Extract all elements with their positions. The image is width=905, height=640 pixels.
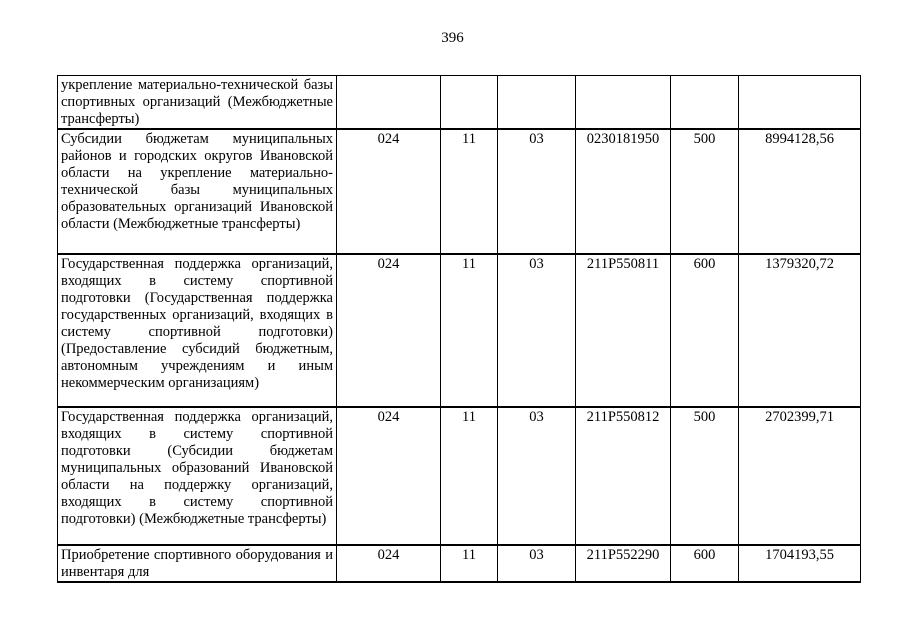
table-cell-target-code: 211P550811: [576, 254, 671, 407]
table-cell-description: Государственная поддержка организаций, входящих в систему спортивной подготовки (Субсидии бюджетам муниципальных образований Ивановской области на поддержку организаций, входящих в систему спортивной подготовки) (Межбюджетные трансферты): [58, 407, 337, 545]
table-cell-section: 11: [441, 129, 498, 254]
table-cell-target-code: 0230181950: [576, 129, 671, 254]
table-cell-target-code: 211P552290: [576, 545, 671, 582]
table-cell-subsection: 03: [498, 407, 576, 545]
table-cell-section: 11: [441, 407, 498, 545]
table-cell-expense-type: 500: [671, 129, 739, 254]
table-cell-amount: 1704193,55: [739, 545, 861, 582]
table-cell-grbs: 024: [337, 407, 441, 545]
table-cell-target-code: [576, 76, 671, 130]
table-row: [58, 129, 861, 254]
table-row: [58, 545, 861, 582]
table-cell-grbs: [337, 76, 441, 130]
table-row: [58, 254, 861, 407]
table-cell-expense-type: 600: [671, 545, 739, 582]
table-cell-subsection: 03: [498, 254, 576, 407]
table-cell-grbs: 024: [337, 129, 441, 254]
table-cell-grbs: 024: [337, 545, 441, 582]
table-cell-subsection: [498, 76, 576, 130]
table-row: [58, 407, 861, 545]
table-cell-amount: 1379320,72: [739, 254, 861, 407]
table-cell-description: Государственная поддержка организаций, входящих в систему спортивной подготовки (Государственная поддержка государственных организаций, входящих в систему спортивной подготовки) (Предоставление субсидий бюджетным, автономным учреждениям и иным некоммерческим организациям): [58, 254, 337, 407]
table-cell-amount: 8994128,56: [739, 129, 861, 254]
table-cell-amount: [739, 76, 861, 130]
table-cell-description: Приобретение спортивного оборудования и инвентаря для: [58, 545, 337, 582]
table-cell-description: Субсидии бюджетам муниципальных районов и городских округов Ивановской области на укрепление материально-технической базы муниципальных образовательных организаций Ивановской области (Межбюджетные трансферты): [58, 129, 337, 254]
table-cell-description: укрепление материально-технической базы спортивных организаций (Межбюджетные трансферты): [58, 76, 337, 130]
table-cell-subsection: 03: [498, 129, 576, 254]
table-cell-section: 11: [441, 254, 498, 407]
table-cell-expense-type: 500: [671, 407, 739, 545]
table-cell-subsection: 03: [498, 545, 576, 582]
table-cell-amount: 2702399,71: [739, 407, 861, 545]
table-cell-grbs: 024: [337, 254, 441, 407]
table-cell-target-code: 211P550812: [576, 407, 671, 545]
table-cell-expense-type: 600: [671, 254, 739, 407]
table-row: [58, 76, 861, 130]
table-cell-section: [441, 76, 498, 130]
table-cell-expense-type: [671, 76, 739, 130]
table-cell-section: 11: [441, 545, 498, 582]
page-number: 396: [441, 30, 464, 46]
budget-table: [57, 75, 861, 583]
